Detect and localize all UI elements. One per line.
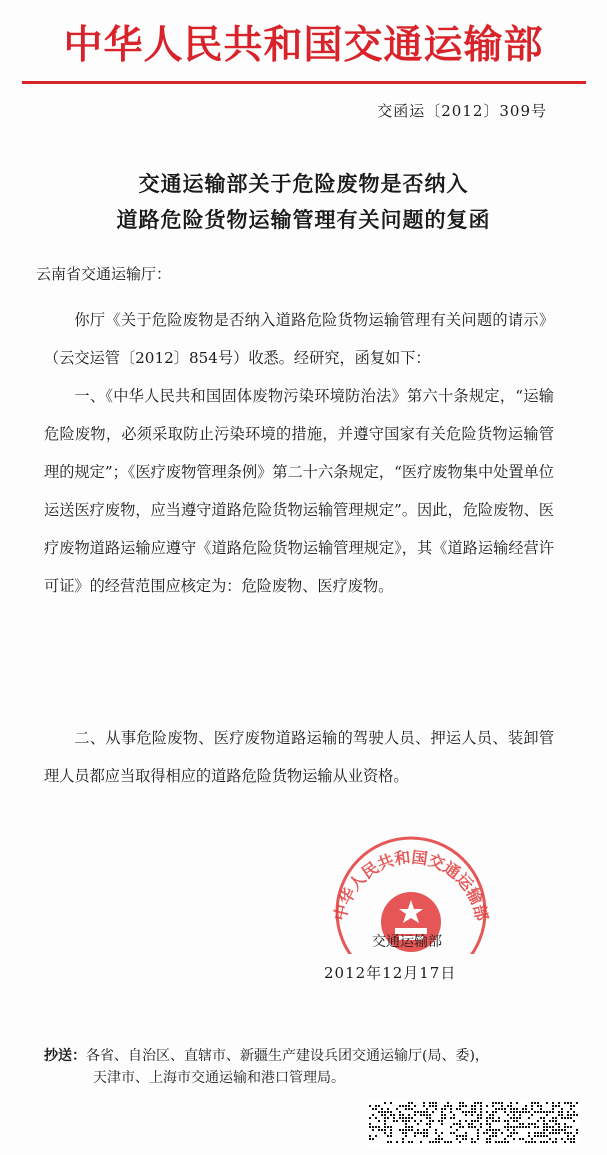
issue-date: 2012年12月17日 (324, 964, 457, 982)
letterhead-rule (22, 81, 586, 84)
salutation: 云南省交通运输厅： (36, 265, 172, 283)
document-title-line-2: 道路危险货物运输管理有关问题的复函 (116, 208, 491, 232)
letterhead-title: 中华人民共和国交通运输部 (63, 23, 544, 68)
cc-line-2: 天津市、上海市交通运输和港口管理局。 (93, 1070, 345, 1086)
document-title-line-1: 交通运输部关于危险废物是否纳入 (138, 172, 469, 196)
paragraph-item-two: 二、从事危险废物、医疗废物道路运输的驾驶人员、押运人员、装卸管理人员都应当取得相应的道路危险货物运输从业资格。 (44, 729, 554, 785)
barcode-icon (367, 1100, 579, 1146)
paragraph-item-one: 一、《中华人民共和国固体废物污染环境防治法》第六十条规定，“运输危险废物，必须采取防止污染环境的措施，并遵守国家有关危险货物运输管理的规定”；《医疗废物管理条例》第二十六条规定，“医疗废物集中处置单位运送医疗废物，应当遵守道路危险货物运输管理规定”。因此，危险废物、医疗废物道路运输应遵守《道路危险货物运输管理规定》，其《道路运输经营许可证》的经营范围应核定为：危险废物、医疗废物。 (44, 387, 554, 595)
document-number: 交函运〔2012〕309号 (377, 102, 547, 120)
paragraph-intro: 你厅《关于危险废物是否纳入道路危险货物运输管理有关问题的请示》（云交运管〔2012〕854号）收悉。经研究，函复如下： (44, 311, 554, 367)
carbon-copy-block (44, 1045, 564, 1089)
cc-line-1: 各省、自治区、直辖市、新疆生产建设兵团交通运输厅(局、委)， (86, 1048, 489, 1064)
seal-text: 中华人民共和国交通运输部 (330, 847, 492, 923)
issuer-name: 交通运输部 (372, 934, 442, 950)
cc-label: 抄送： (44, 1048, 86, 1064)
